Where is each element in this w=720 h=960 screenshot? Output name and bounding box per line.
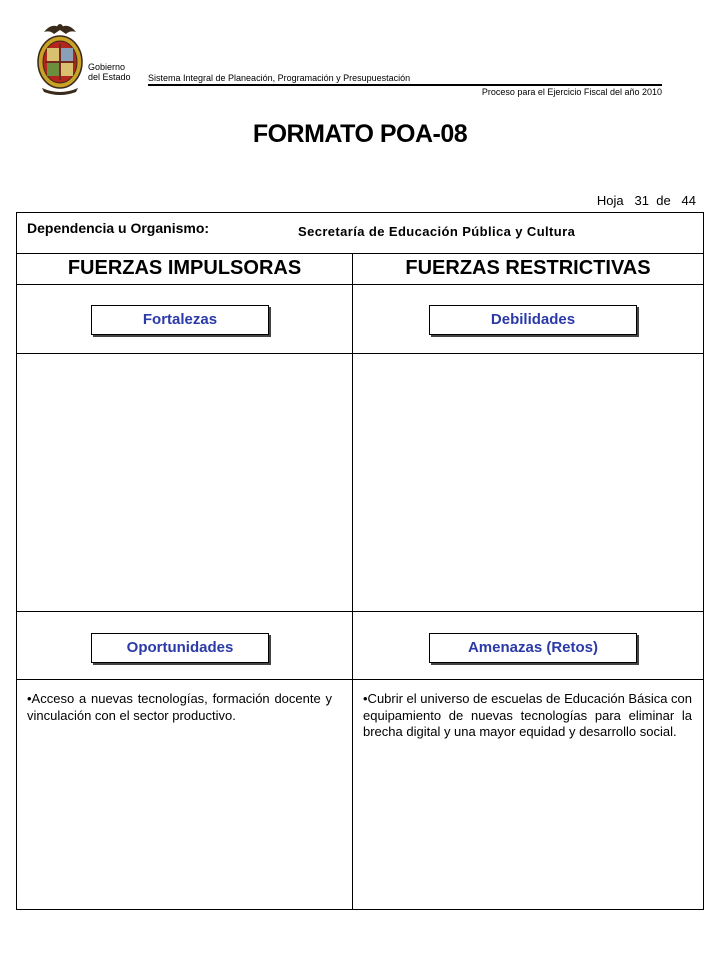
column-header-impulsoras: FUERZAS IMPULSORAS [67,257,302,279]
gobierno-line1: Gobierno [88,62,126,72]
debilidades-label: Debilidades [429,305,637,335]
page-separator: de [656,193,671,208]
poa-table [16,212,704,910]
amenazas-label: Amenazas (Retos) [429,633,637,663]
page-title: FORMATO POA-08 [252,120,468,148]
oportunidades-label: Oportunidades [91,633,269,663]
divider [17,679,703,680]
divider [17,353,703,354]
page-label: Hoja [596,193,624,208]
page-total: 44 [681,193,696,208]
fortalezas-label: Fortalezas [91,305,269,335]
gobierno-line2: del Estado [88,72,131,82]
process-label: Proceso para el Ejercicio Fiscal del año 2010 [481,87,662,97]
amenazas-text: •Cubrir el universo de escuelas de Educación Básica con equipamiento de nuevas tecnologías para eliminar la brecha digital y una mayor equidad y desarrollo social. [363,691,693,739]
gobierno-label [88,62,131,82]
page-counter [560,193,696,208]
state-coat-of-arms-icon [34,18,86,96]
column-divider [352,253,353,909]
oportunidades-text: •Acceso a nuevas tecnologías, formación docente y vinculación con el sector productivo. [27,691,332,723]
dependencia-label: Dependencia u Organismo: [27,220,210,236]
divider [17,284,703,285]
page-current: 31 [634,193,649,208]
header-rule [148,84,662,86]
system-name: Sistema Integral de Planeación, Programación y Presupuestación [148,73,411,83]
dependencia-value: Secretaría de Educación Pública y Cultura [298,224,576,239]
column-header-restrictivas: FUERZAS RESTRICTIVAS [405,257,651,279]
divider [17,611,703,612]
